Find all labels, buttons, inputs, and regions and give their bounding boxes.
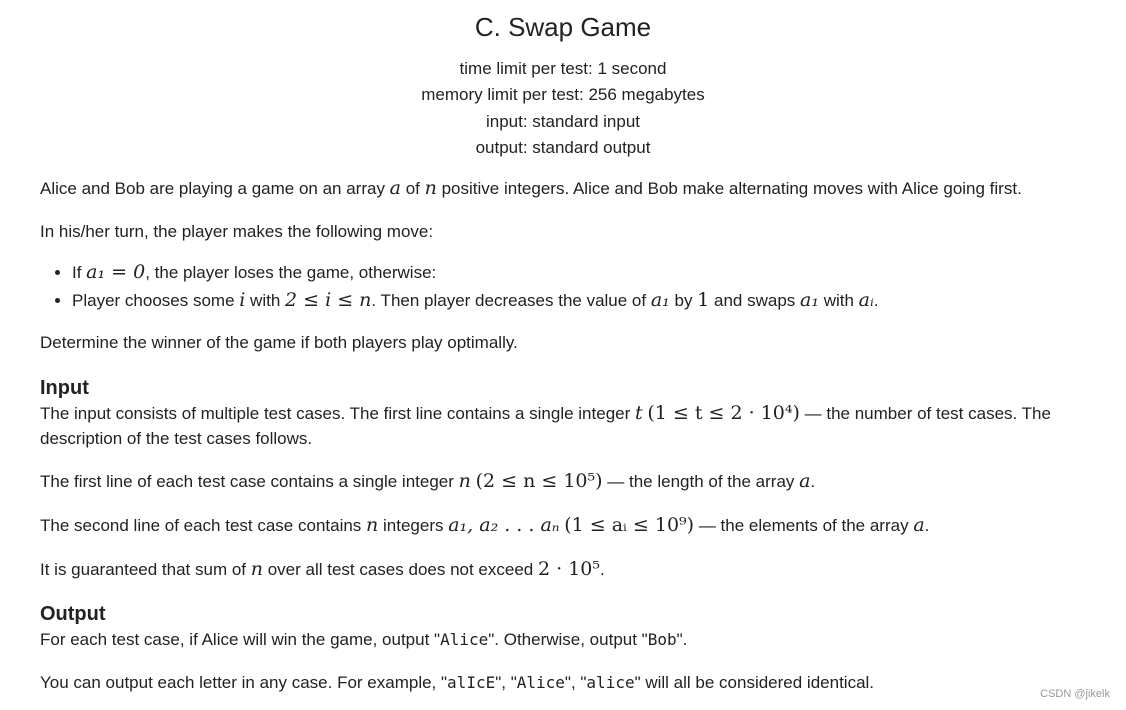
output-paragraph: You can output each letter in any case. For example, "alIcE", "Alice", "alice" will all be considered identical. [40, 673, 875, 692]
watermark: CSDN @jikelk [1040, 688, 1110, 700]
statement-paragraph: In his/her turn, the player makes the following move: [40, 222, 434, 241]
code-literal: Alice [516, 673, 565, 692]
move-rules-list [40, 259, 1100, 314]
math-var: a₁ [650, 288, 670, 311]
code-literal: Bob [647, 630, 677, 649]
input-paragraph: It is guaranteed that sum of n over all test cases does not exceed 2 · 10⁵. [40, 558, 605, 580]
math-var: a₁ [800, 288, 819, 311]
math-expr: 2 ≤ i ≤ n [285, 288, 372, 311]
math-var: a [389, 177, 401, 199]
problem-title: C. Swap Game [474, 12, 652, 42]
math-expr: (1 ≤ t ≤ 2 · 10⁴) [647, 402, 800, 424]
math-var: i [239, 288, 246, 311]
math-var: a [799, 470, 811, 492]
statement-paragraph: Alice and Bob are playing a game on an array a of n positive integers. Alice and Bob make alternating moves with Alice going first. [40, 177, 1022, 199]
code-literal: alice [586, 673, 635, 692]
time-limit: time limit per test: 1 second [459, 59, 667, 78]
math-var: aᵢ [858, 288, 874, 311]
statement-paragraph: Determine the winner of the game if both players play optimally. [40, 333, 518, 352]
math-expr: (2 ≤ n ≤ 10⁵) [475, 470, 603, 492]
math-var: t [634, 402, 643, 424]
problem-header [0, 10, 1126, 161]
math-var: n [366, 514, 379, 536]
list-item: • Player chooses some i with 2 ≤ i ≤ n. Then player decreases the value of a₁ by 1 and swaps a₁ with aᵢ. [72, 287, 1100, 315]
problem-statement [40, 176, 1100, 695]
code-literal: alIcE [447, 673, 496, 692]
output-spec: output: standard output [475, 137, 651, 157]
math-expr: (1 ≤ aᵢ ≤ 10⁹) [564, 514, 695, 536]
list-item: • If a₁ = 0, the player loses the game, otherwise: [72, 259, 1100, 287]
input-paragraph: The first line of each test case contains a single integer n (2 ≤ n ≤ 10⁵) — the length of the array a. [40, 470, 816, 492]
math-expr: a₁, a₂ . . . aₙ [448, 514, 560, 536]
input-paragraph: The second line of each test case contains n integers a₁, a₂ . . . aₙ (1 ≤ aᵢ ≤ 10⁹) — the elements of the array a. [40, 514, 930, 536]
math-var: n [250, 558, 263, 580]
output-paragraph: For each test case, if Alice will win the game, output "Alice". Otherwise, output "Bob". [40, 630, 688, 649]
math-var: a [913, 514, 925, 536]
math-expr: 2 · 10⁵ [537, 558, 600, 580]
code-literal: Alice [440, 630, 489, 649]
output-heading: Output [40, 603, 106, 625]
math-number: 1 [697, 288, 710, 311]
input-heading: Input [40, 377, 89, 399]
math-var: n [424, 177, 437, 199]
math-var: n [458, 470, 471, 492]
memory-limit: memory limit per test: 256 megabytes [421, 85, 705, 105]
math-expr: a₁ = 0 [86, 261, 146, 283]
input-spec: input: standard input [485, 111, 641, 131]
input-paragraph: The input consists of multiple test cases. The first line contains a single integer t (1 ≤ t ≤ 2 · 10⁴) — the number of test cases. The description of the test cases follows. [40, 402, 1051, 448]
